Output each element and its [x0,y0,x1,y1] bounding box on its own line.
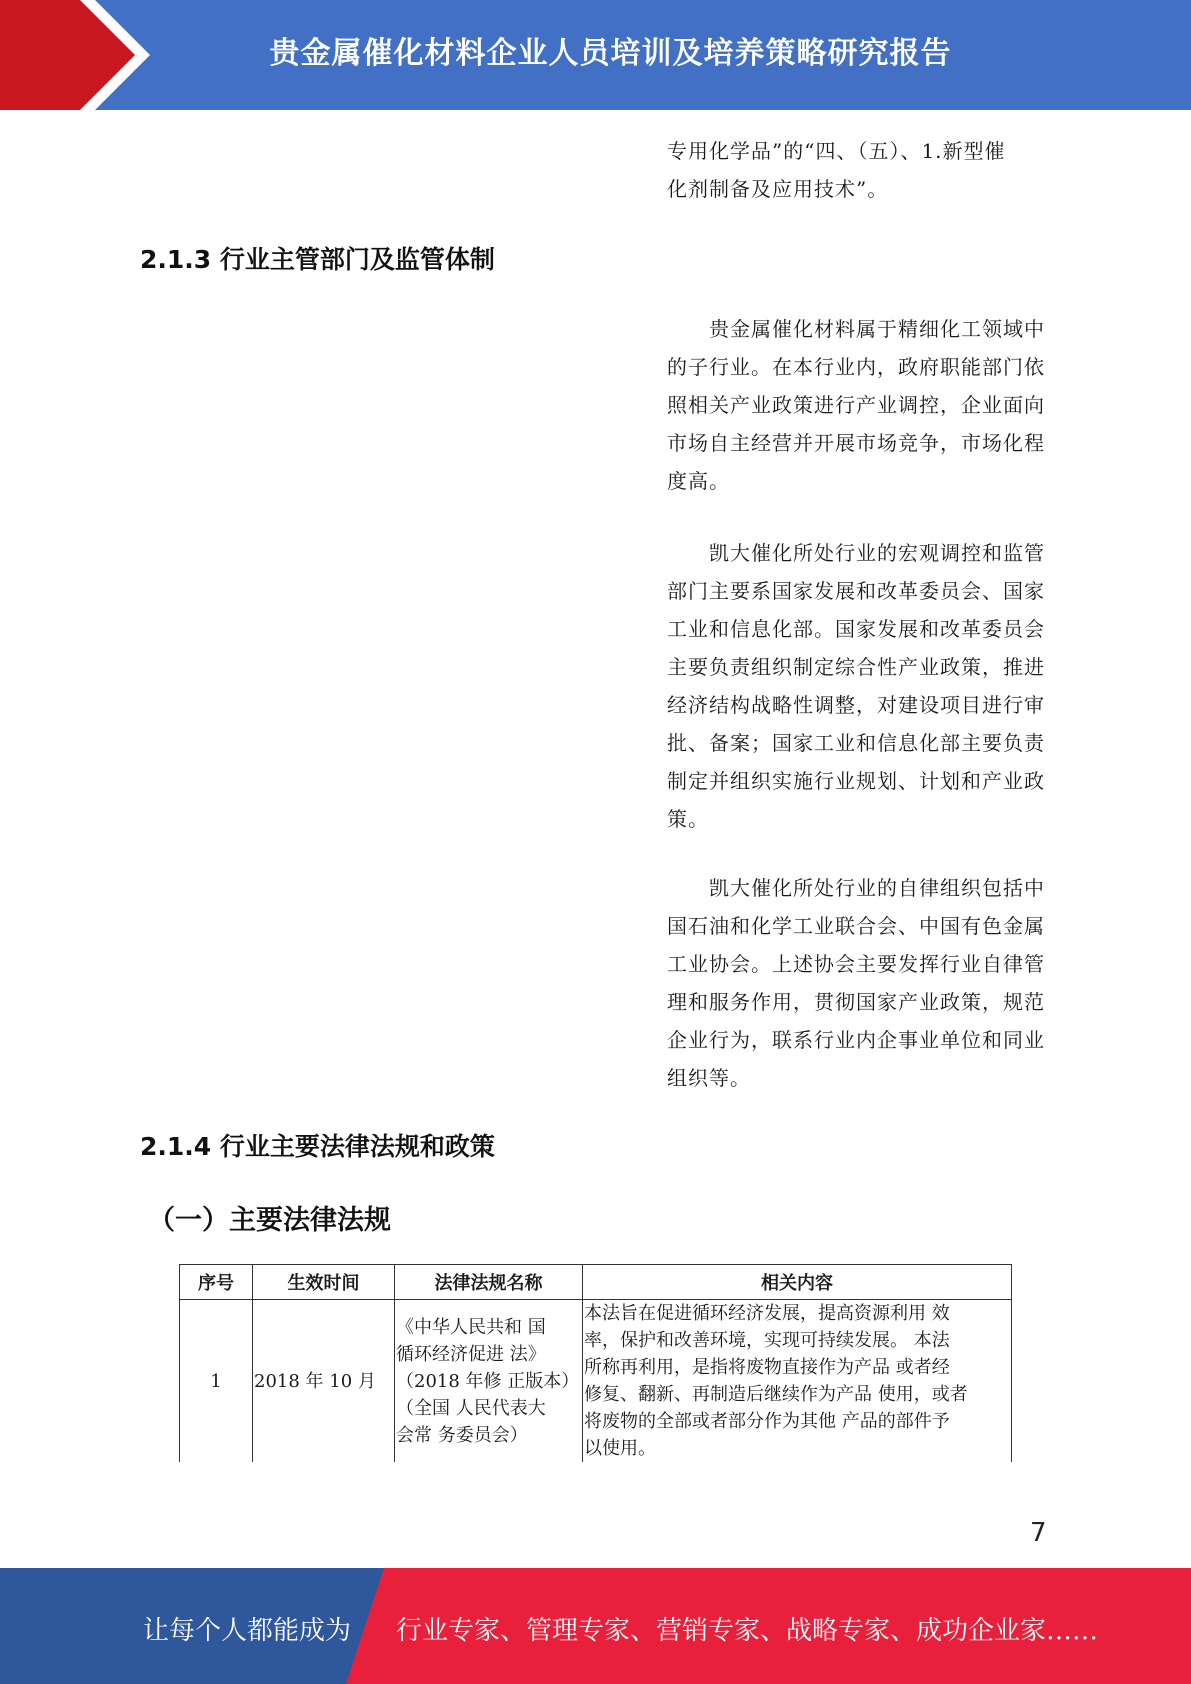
text-line: 率，保护和改善环境，实现可持续发展。 本法 [584,1330,950,1351]
page-number: 7 [1030,1518,1047,1548]
text-line: 度高。 [667,469,730,493]
column-header-content: 相关内容 [583,1265,1012,1300]
text-line: 所称再利用，是指将废物直接作为产品 或者经 [584,1357,950,1378]
paragraph-2 [667,534,1047,838]
text-line: 国石油和化学工业联合会、中国有色金属 [667,914,1045,938]
text-line: 企业行为，联系行业内企事业单位和同业 [667,1028,1045,1052]
column-header-date: 生效时间 [253,1265,395,1300]
text-line: 凯大催化所处行业的自律组织包括中 [709,876,1045,900]
section-heading-2-1-3: 2.1.3 行业主管部门及监管体制 [140,245,495,274]
text-line: 化剂制备及应用技术”。 [667,177,889,201]
text-line: 凯大催化所处行业的宏观调控和监管 [709,541,1045,565]
paragraph-3 [667,869,1047,1097]
text-line: 经济结构战略性调整，对建设项目进行审 [667,693,1045,717]
paragraph-1 [667,310,1047,500]
text-line: 主要负责组织制定综合性产业政策，推进 [667,655,1045,679]
footer-slogan-left: 让每个人都能成为 [143,1616,352,1646]
text-line: （2018 年修 正版本） [396,1370,580,1392]
cell-name [395,1300,583,1463]
subsection-heading: （一）主要法律法规 [148,1205,391,1236]
text-line: （全国 人民代表大 [396,1397,546,1419]
text-line: 贵金属催化材料属于精细化工领域中 [709,317,1045,341]
section-heading-2-1-4: 2.1.4 行业主要法律法规和政策 [140,1132,495,1161]
text-line: 修复、翻新、再制造后继续作为产品 使用，或者 [584,1384,968,1405]
column-header-name: 法律法规名称 [395,1265,583,1300]
text-line: 市场自主经营并开展市场竞争，市场化程 [667,431,1045,455]
footer-slogan-right: 行业专家、管理专家、营销专家、战略专家、成功企业家…… [396,1616,1099,1646]
text-line: 的子行业。在本行业内，政府职能部门依 [667,355,1045,379]
text-line: 照相关产业政策进行产业调控，企业面向 [667,393,1045,417]
page-footer [0,1568,1191,1684]
cell-content [583,1300,1012,1463]
cell-index: 1 [180,1300,253,1463]
column-header-index: 序号 [180,1265,253,1300]
text-line: 组织等。 [667,1066,751,1090]
text-line: 循环经济促进 法》 [396,1343,546,1365]
text-line: 本法旨在促进循环经济发展，提高资源利用 效 [584,1303,950,1324]
laws-table [179,1264,1012,1462]
page-header [0,0,1191,110]
text-line: 工业和信息化部。国家发展和改革委员会 [667,617,1045,641]
table-row [180,1300,1012,1463]
text-line: 会常 务委员会） [396,1424,528,1446]
text-line: 理和服务作用，贯彻国家产业政策，规范 [667,990,1045,1014]
cell-date: 2018 年 10 月 [253,1300,395,1463]
text-line: 以使用。 [584,1438,656,1459]
text-line: 工业协会。上述协会主要发挥行业自律管 [667,952,1045,976]
text-line: 将废物的全部或者部分作为其他 产品的部件予 [584,1411,950,1432]
table-header-row [180,1265,1012,1300]
text-line: 《中华人民共和 国 [396,1316,546,1338]
text-line: 制定并组织实施行业规划、计划和产业政 [667,769,1045,793]
text-line: 专用化学品”的“四、（五）、1.新型催 [667,139,1006,163]
text-line: 部门主要系国家发展和改革委员会、国家 [667,579,1045,603]
text-line: 策。 [667,807,709,831]
header-title: 贵金属催化材料企业人员培训及培养策略研究报告 [269,36,952,71]
text-line: 批、备案；国家工业和信息化部主要负责 [667,731,1045,755]
intro-paragraph [667,132,1047,208]
